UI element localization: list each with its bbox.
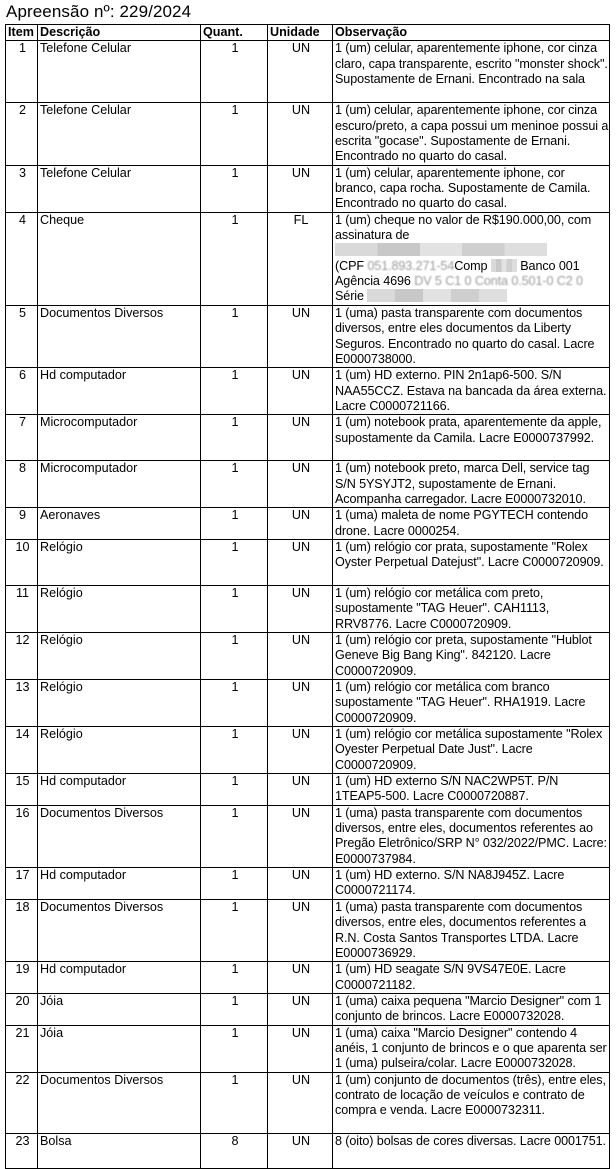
- item-observation: 1 (um) celular, aparentemente iphone, cor cinza escuro/preto, a capa possui um meninoe possui a escrita "gocase". Supostamente de Ernani. Encontrado no quarto do casal.: [333, 103, 610, 165]
- item-description: Hd computador: [38, 368, 201, 415]
- item-number: 18: [6, 899, 38, 961]
- item-quantity: 1: [201, 165, 268, 212]
- item-description: Hd computador: [38, 868, 201, 900]
- item-unit: FL: [268, 212, 333, 305]
- item-unit: UN: [268, 993, 333, 1025]
- item-description: Telefone Celular: [38, 41, 201, 103]
- item-quantity: 1: [201, 680, 268, 727]
- table-row: [6, 899, 610, 961]
- item-number: 9: [6, 508, 38, 540]
- table-row: [6, 585, 610, 632]
- header-item: Item: [6, 25, 38, 41]
- header-description: Descrição: [38, 25, 201, 41]
- item-number: 22: [6, 1072, 38, 1133]
- item-observation: 1 (um) notebook prata, aparentemente da apple, supostamente da Camila. Lacre E0000737992.: [333, 415, 610, 461]
- item-number: 21: [6, 1025, 38, 1072]
- item-number: 3: [6, 165, 38, 212]
- item-observation: 1 (um) relógio cor metálica com preto, supostamente "TAG Heuer". CAH1113, RRV8776. Lacre C0000720909.: [333, 585, 610, 632]
- table-row: [6, 805, 610, 867]
- obs-text: Agência 4696: [335, 274, 411, 289]
- item-observation: 8 (oito) bolsas de cores diversas. Lacre 0001751.: [333, 1133, 610, 1168]
- table-row: [6, 993, 610, 1025]
- table-row: [6, 415, 610, 461]
- seizure-items-table: [5, 24, 610, 1169]
- item-unit: UN: [268, 1133, 333, 1168]
- item-number: 7: [6, 415, 38, 461]
- item-description: Relógio: [38, 680, 201, 727]
- item-quantity: 1: [201, 1025, 268, 1072]
- table-row: [6, 508, 610, 540]
- item-number: 2: [6, 103, 38, 165]
- document-title: Apreensão nº: 229/2024: [6, 2, 192, 21]
- table-row: [6, 774, 610, 806]
- item-description: Bolsa: [38, 1133, 201, 1168]
- item-number: 6: [6, 368, 38, 415]
- obs-line: [335, 259, 609, 274]
- item-unit: UN: [268, 165, 333, 212]
- item-number: 14: [6, 727, 38, 774]
- blurred-account: DV 5 C1 0 Conta 0.501-0 C2 0: [414, 274, 583, 289]
- table-header-row: [6, 25, 610, 41]
- item-observation: 1 (uma) pasta transparente com documentos diversos, entre eles, documentos referentes a R.N. Costa Santos Transportes LTDA. Lacre E0000736929.: [333, 899, 610, 961]
- item-number: 19: [6, 962, 38, 994]
- table-row: [6, 41, 610, 103]
- table-row: [6, 1025, 610, 1072]
- item-unit: UN: [268, 632, 333, 679]
- header-quantity: Quant.: [201, 25, 268, 41]
- item-quantity: 1: [201, 415, 268, 461]
- item-quantity: 1: [201, 868, 268, 900]
- table-row: [6, 962, 610, 994]
- item-number: 16: [6, 805, 38, 867]
- item-description: Jóia: [38, 993, 201, 1025]
- item-number: 17: [6, 868, 38, 900]
- table-row: [6, 461, 610, 508]
- item-unit: UN: [268, 805, 333, 867]
- item-unit: UN: [268, 415, 333, 461]
- item-observation: 1 (um) HD seagate S/N 9VS47E0E. Lacre C0000721182.: [333, 962, 610, 994]
- item-description: Jóia: [38, 1025, 201, 1072]
- item-unit: UN: [268, 508, 333, 540]
- item-description: Documentos Diversos: [38, 1072, 201, 1133]
- item-observation: 1 (uma) pasta transparente com documentos diversos, entre eles, documentos referentes ao Pregão Eletrônico/SRP N° 032/2022/PMC. Lacre: E0000737984.: [333, 805, 610, 867]
- item-description: Telefone Celular: [38, 165, 201, 212]
- item-unit: UN: [268, 539, 333, 585]
- item-number: 11: [6, 585, 38, 632]
- item-quantity: 1: [201, 368, 268, 415]
- table-row: [6, 1133, 610, 1168]
- item-number: 20: [6, 993, 38, 1025]
- item-number: 10: [6, 539, 38, 585]
- item-number: 4: [6, 212, 38, 305]
- item-number: 13: [6, 680, 38, 727]
- item-unit: UN: [268, 1072, 333, 1133]
- item-unit: UN: [268, 727, 333, 774]
- item-observation: 1 (um) HD externo. S/N NA8J945Z. Lacre C0000721174.: [333, 868, 610, 900]
- item-description: Microcomputador: [38, 461, 201, 508]
- redacted-signature: [335, 243, 547, 256]
- item-quantity: 1: [201, 212, 268, 305]
- item-unit: UN: [268, 41, 333, 103]
- item-unit: UN: [268, 305, 333, 367]
- item-unit: UN: [268, 680, 333, 727]
- item-observation: 1 (um) relógio cor prata, supostamente "Rolex Oyster Perpetual Datejust". Lacre C0000720909.: [333, 539, 610, 585]
- table-row: [6, 539, 610, 585]
- header-unit: Unidade: [268, 25, 333, 41]
- item-quantity: 1: [201, 774, 268, 806]
- item-number: 15: [6, 774, 38, 806]
- item-observation: 1 (um) celular, aparentemente iphone, cor cinza claro, capa transparente, escrito "monster shock". Supostamente de Ernani. Encontrado na sala: [333, 41, 610, 103]
- table-row: [6, 1072, 610, 1133]
- item-unit: UN: [268, 868, 333, 900]
- item-description: Documentos Diversos: [38, 805, 201, 867]
- item-number: 8: [6, 461, 38, 508]
- item-description: Relógio: [38, 632, 201, 679]
- item-quantity: 1: [201, 993, 268, 1025]
- item-unit: UN: [268, 962, 333, 994]
- item-quantity: 1: [201, 805, 268, 867]
- item-description: Relógio: [38, 585, 201, 632]
- item-number: 23: [6, 1133, 38, 1168]
- obs-text: Série: [335, 289, 364, 304]
- item-quantity: 1: [201, 305, 268, 367]
- item-quantity: 1: [201, 1072, 268, 1133]
- item-number: 5: [6, 305, 38, 367]
- item-observation: 1 (um) relógio cor metálica supostamente "Rolex Oyester Perpetual Date Just". Lacre C0000720909.: [333, 727, 610, 774]
- table-row: [6, 632, 610, 679]
- item-unit: UN: [268, 585, 333, 632]
- item-unit: UN: [268, 774, 333, 806]
- item-description: Hd computador: [38, 774, 201, 806]
- table-body: [6, 41, 610, 1168]
- item-number: 1: [6, 41, 38, 103]
- obs-line: 1 (um) cheque no valor de R$190.000,00, com: [335, 212, 592, 227]
- table-row: [6, 868, 610, 900]
- item-quantity: 1: [201, 103, 268, 165]
- table-row: [6, 305, 610, 367]
- item-description: Documentos Diversos: [38, 899, 201, 961]
- obs-text: assinatura de: [335, 228, 410, 243]
- table-row: [6, 680, 610, 727]
- item-description: Microcomputador: [38, 415, 201, 461]
- item-observation: 1 (um) HD externo S/N NAC2WP5T. P/N 1TEAP5-500. Lacre C0000720887.: [333, 774, 610, 806]
- table-row: [6, 103, 610, 165]
- item-description: Telefone Celular: [38, 103, 201, 165]
- item-observation: 1 (um) notebook preto, marca Dell, service tag S/N 5YSYJT2, supostamente de Ernani. Acompanha carregador. Lacre E0000732010.: [333, 461, 610, 508]
- item-quantity: 1: [201, 632, 268, 679]
- item-quantity: 8: [201, 1133, 268, 1168]
- table-row: [6, 727, 610, 774]
- item-quantity: 1: [201, 962, 268, 994]
- item-description: Hd computador: [38, 962, 201, 994]
- item-description: Documentos Diversos: [38, 305, 201, 367]
- item-observation: 1 (uma) caixa "Marcio Designer" contendo 4 anéis, 1 conjunto de brincos e o que aparenta ser 1 (uma) pulseira/colar. Lacre E0000732028.: [333, 1025, 610, 1072]
- item-unit: UN: [268, 368, 333, 415]
- item-unit: UN: [268, 103, 333, 165]
- item-observation: 1 (um) HD externo. PIN 2n1ap6-500. S/N NAA55CCZ. Estava na bancada da área externa. Lacre C0000721166.: [333, 368, 610, 415]
- obs-text: Banco 001: [520, 258, 580, 273]
- header-observation: Observação: [333, 25, 610, 41]
- item-quantity: 1: [201, 539, 268, 585]
- item-description: Relógio: [38, 727, 201, 774]
- obs-line: [335, 289, 609, 304]
- obs-line: [335, 274, 609, 289]
- item-unit: UN: [268, 899, 333, 961]
- item-observation: 1 (um) relógio cor metálica com branco supostamente "TAG Heuer". RHA1919. Lacre C0000720909.: [333, 680, 610, 727]
- item-description: Cheque: [38, 212, 201, 305]
- item-unit: UN: [268, 1025, 333, 1072]
- item-observation: 1 (uma) maleta de nome PGYTECH contendo drone. Lacre 0000254.: [333, 508, 610, 540]
- blurred-cpf: 051.893.271-54: [367, 258, 455, 273]
- table-row: [6, 212, 610, 305]
- item-observation: 1 (um) conjunto de documentos (três), entre eles, contrato de locação de veículos e contrato de compra e venda. Lacre E0000732311.: [333, 1072, 610, 1133]
- item-quantity: 1: [201, 899, 268, 961]
- table-row: [6, 165, 610, 212]
- item-description: Relógio: [38, 539, 201, 585]
- redacted-comp: [491, 259, 517, 272]
- item-quantity: 1: [201, 41, 268, 103]
- item-observation: 1 (um) relógio cor preta, supostamente "Hublot Geneve Big Bang King". 842120. Lacre C0000720909.: [333, 632, 610, 679]
- item-quantity: 1: [201, 461, 268, 508]
- item-observation: 1 (um) celular, aparentemente iphone, cor branco, capa rocha. Supostamente de Camila. Encontrado no quarto do casal.: [333, 165, 610, 212]
- table-row: [6, 368, 610, 415]
- item-quantity: 1: [201, 585, 268, 632]
- obs-text: Comp: [454, 258, 488, 273]
- item-number: 12: [6, 632, 38, 679]
- redacted-series: [367, 289, 507, 302]
- obs-line: [335, 228, 609, 259]
- obs-text: (CPF: [335, 258, 364, 273]
- item-quantity: 1: [201, 727, 268, 774]
- item-observation: 1 (uma) caixa pequena "Marcio Designer" com 1 conjunto de brincos. Lacre E0000732028.: [333, 993, 610, 1025]
- item-observation: 1 (uma) pasta transparente com documentos diversos, entre eles documentos da Liberty Seguros. Encontrado no quarto do casal. Lacre E0000738000.: [333, 305, 610, 367]
- item-quantity: 1: [201, 508, 268, 540]
- item-observation: [333, 212, 610, 305]
- item-description: Aeronaves: [38, 508, 201, 540]
- item-unit: UN: [268, 461, 333, 508]
